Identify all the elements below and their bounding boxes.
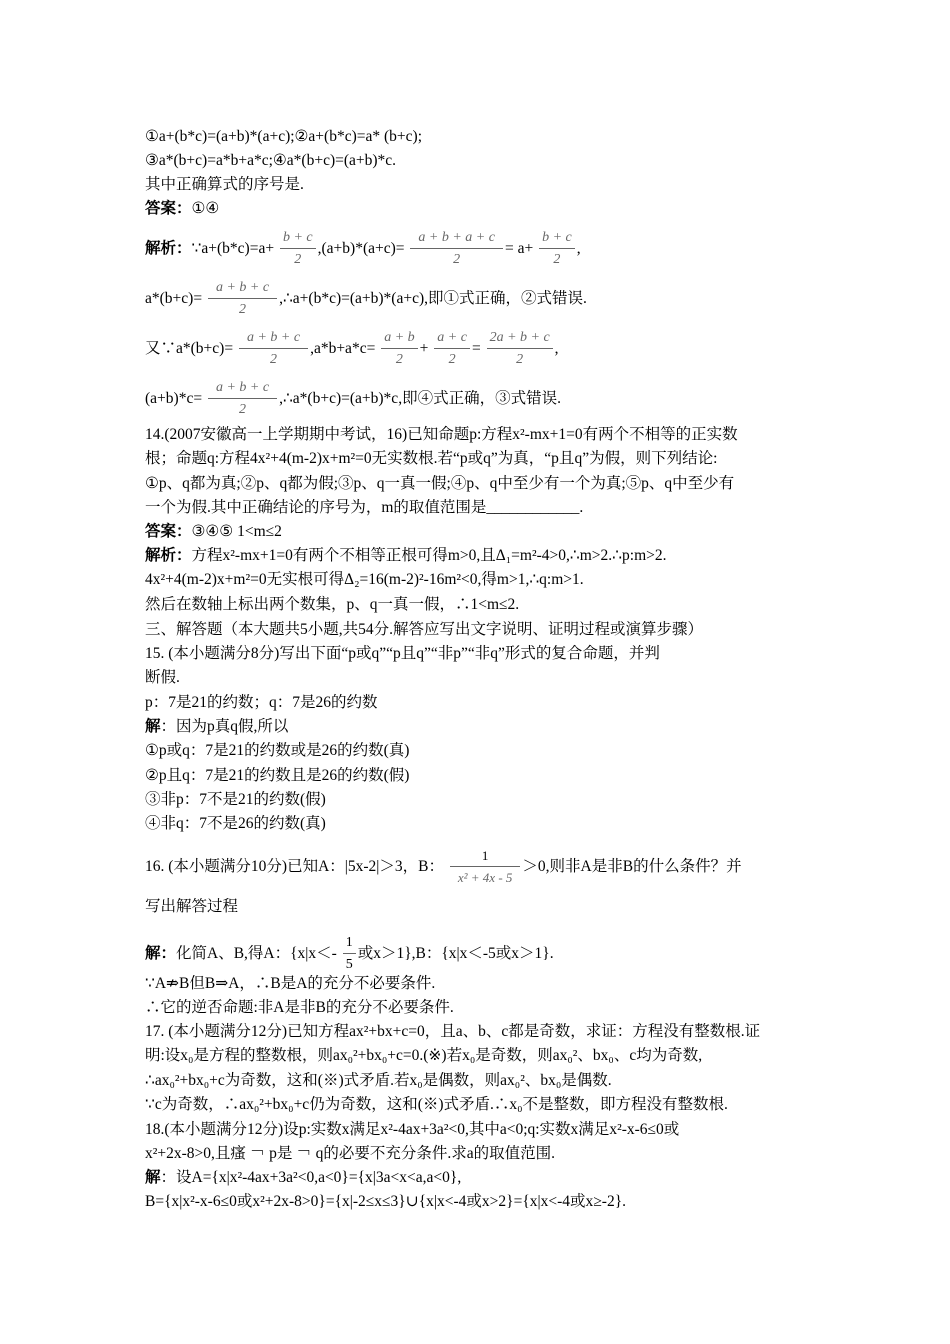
text-line: 其中正确算式的序号是. <box>145 176 304 193</box>
text-line: ①a+(b*c)=(a+b)*(a+c);②a+(b*c)=a* (b+c); <box>145 128 423 145</box>
text-run: , <box>554 340 559 358</box>
solution-line <box>145 1167 461 1189</box>
question-15-line: 15. (本小题满分8分)写出下面“p或q”“p且q”“非p”“非q”形式的复合命题，并判 <box>145 645 660 662</box>
question-16-line: 写出解答过程 <box>145 898 239 915</box>
denominator: 2 <box>208 398 277 421</box>
denominator: x² + 4x - 5 <box>450 866 521 889</box>
denominator: 5 <box>343 953 356 976</box>
question-14-line: 14.(2007安徽高一上学期期中考试，16)已知命题p:方程x²-mx+1=0有两个不相等的正实数 <box>145 426 738 443</box>
text-run: 化简A、B,得A：{x|x＜- <box>176 945 337 963</box>
text-run: ,(a+b)*(a+c)= <box>317 240 405 258</box>
numerator: 2a + b + c <box>489 330 550 345</box>
question-15-line: 断假. <box>145 669 180 686</box>
numerator: a + b <box>384 330 415 345</box>
fraction <box>381 328 417 371</box>
solution-line: ③非p：7不是21的约数(假) <box>145 791 326 808</box>
fraction <box>239 328 308 371</box>
denominator: 2 <box>381 348 417 371</box>
analysis-line: 然后在数轴上标出两个数集，p、q一真一假，∴1<m≤2. <box>145 596 520 613</box>
analysis-line: 4x²+4(m-2)x+m²=0无实根可得Δ₂=16(m-2)²-16m²<0,得m>1,∴q:m>1. <box>145 571 584 588</box>
analysis-line <box>145 278 587 321</box>
analysis-label: 解析： <box>145 547 192 564</box>
question-14-line: 一个为假.其中正确结论的序号为，m的取值范围是____________. <box>145 499 584 516</box>
solution-label: 解 <box>145 1169 161 1186</box>
question-15-line: p：7是21的约数；q：7是26的约数 <box>145 694 378 711</box>
question-14-line: ①p、q都为真;②p、q都为假;③p、q一真一假;④p、q中至少有一个为真;⑤p、q中至少有 <box>145 475 735 492</box>
text-run: a*(b+c)= <box>145 290 203 308</box>
question-14-line: 根；命题q:方程4x²+4(m-2)x+m²=0无实数根.若“p或q”为真，“p且q”为假，则下列结论: <box>145 450 718 467</box>
fraction <box>410 228 503 271</box>
fraction <box>487 328 553 371</box>
numerator: a + b + a + c <box>418 230 495 245</box>
section-heading: 三、解答题（本大题共5小题,共54分.解答应写出文字说明、证明过程或演算步骤） <box>145 621 704 638</box>
numerator: b + c <box>282 230 313 245</box>
solution-line: ④非q：7不是26的约数(真) <box>145 815 326 832</box>
numerator: a + b + c <box>246 330 301 345</box>
question-17-line: 17. (本小题满分12分)已知方程ax²+bx+c=0，且a、b、c都是奇数，求证：方程没有整数根.证 <box>145 1023 761 1040</box>
fraction <box>208 278 277 321</box>
answer-label: 答案： <box>145 523 192 540</box>
answer-text: ①④ <box>191 200 220 217</box>
text-line: ③a*(b+c)=a*b+a*c;④a*(b+c)=(a+b)*c. <box>145 152 397 169</box>
solution-label: 解： <box>145 945 177 963</box>
text-run: ：设A={x|x²-4ax+3a²<0,a<0}={x|3a<x<a,a<0}, <box>160 1169 462 1186</box>
question-17-line: 明:设x₀是方程的整数根，则ax₀²+bx₀+c=0.(※)若x₀是奇数，则ax₀²、bx₀、c均为奇数, <box>145 1047 703 1064</box>
text-run: 或x＞1},B：{x|x＜-5或x＞1}. <box>357 945 554 963</box>
text-run: = <box>471 340 481 358</box>
analysis-line <box>145 545 667 567</box>
fraction <box>343 933 356 976</box>
fraction <box>280 228 316 271</box>
denominator: 2 <box>280 248 316 271</box>
numerator: 1 <box>345 935 353 950</box>
denominator: 2 <box>434 348 470 371</box>
answer-line <box>145 198 219 220</box>
text-run: = a+ <box>504 240 534 258</box>
question-18-line: 18.(本小题满分12分)设p:实数x满足x²-4ax+3a²<0,其中a<0;q:实数x满足x²-x-6≤0或 <box>145 1121 680 1138</box>
answer-line <box>145 521 282 543</box>
text-run: ＞0,则非A是非B的什么条件？并 <box>522 858 742 876</box>
text-run: + <box>419 340 429 358</box>
numerator: b + c <box>542 230 572 245</box>
denominator: 2 <box>410 248 503 271</box>
question-18-line: x²+2x-8>0,且瘙 ￢ p是 ￢ q的必要不充分条件.求a的取值范围. <box>145 1145 556 1162</box>
text-run: 方程x²-mx+1=0有两个不相等正根可得m>0,且Δ₁=m²-4>0,∴m>2.∴p:m>2. <box>191 547 667 564</box>
solution-line: ①p或q：7是21的约数或是26的约数(真) <box>145 742 410 759</box>
answer-text: ③④⑤ 1<m≤2 <box>191 523 282 540</box>
text-run: , <box>576 240 581 258</box>
solution-line <box>145 716 288 738</box>
fraction <box>434 328 470 371</box>
text-run: ∵a+(b*c)=a+ <box>191 240 275 258</box>
solution-label: 解 <box>145 718 161 735</box>
solution-line: ②p且q：7是21的约数且是26的约数(假) <box>145 767 410 784</box>
solution-line: ∴它的逆否命题:非A是非B的充分不必要条件. <box>145 999 454 1016</box>
analysis-label: 解析： <box>145 240 192 258</box>
fraction <box>539 228 575 271</box>
denominator: 2 <box>239 348 308 371</box>
text-run: ,a*b+a*c= <box>310 340 376 358</box>
analysis-line <box>145 228 581 271</box>
solution-line: B={x|x²-x-6≤0或x²+2x-8>0}={x|-2≤x≤3}∪{x|x<-4或x>2}={x|x<-4或x≥-2}. <box>145 1193 627 1210</box>
text-run: ：因为p真q假,所以 <box>160 718 289 735</box>
denominator: 2 <box>208 298 277 321</box>
numerator: a + c <box>437 330 467 345</box>
numerator: a + b + c <box>215 380 270 395</box>
answer-label: 答案： <box>145 200 192 217</box>
analysis-line <box>145 328 559 371</box>
fraction <box>208 378 277 421</box>
fraction <box>450 846 521 889</box>
numerator: a + b + c <box>215 280 270 295</box>
denominator: 2 <box>539 248 575 271</box>
text-run: 16. (本小题满分10分)已知A：|5x-2|＞3，B： <box>145 858 444 876</box>
question-16-line <box>145 846 742 889</box>
solution-line: ∵A⇏B但B⇒A，∴B是A的充分不必要条件. <box>145 975 436 992</box>
denominator: 2 <box>487 348 553 371</box>
analysis-line <box>145 378 561 421</box>
text-run: ,∴a*(b+c)=(a+b)*c,即④式正确，③式错误. <box>279 390 561 408</box>
question-17-line: ∴ax₀²+bx₀+c为奇数，这和(※)式矛盾.若x₀是偶数，则ax₀²、bx₀是偶数. <box>145 1072 612 1089</box>
numerator: 1 <box>481 848 489 863</box>
question-17-line: ∵c为奇数，∴ax₀²+bx₀+c仍为奇数，这和(※)式矛盾.∴x₀不是整数，即方程没有整数根. <box>145 1096 728 1113</box>
text-run: 又∵a*(b+c)= <box>145 340 234 358</box>
solution-line <box>145 933 554 976</box>
text-run: (a+b)*c= <box>145 390 203 408</box>
text-run: ,∴a+(b*c)=(a+b)*(a+c),即①式正确，②式错误. <box>279 290 587 308</box>
